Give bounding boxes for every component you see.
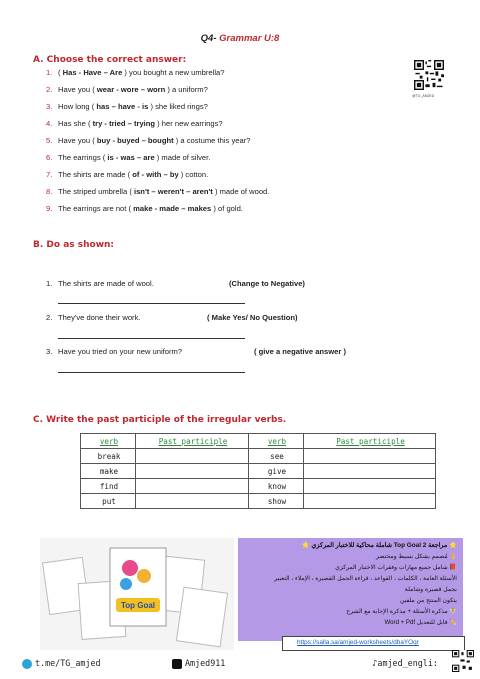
question-a4: 4. Has she ( try - tried – trying ) her new earrings?: [46, 119, 223, 128]
question-a2: 2. Have you ( wear - wore – worn ) a uniform?: [46, 85, 208, 94]
question-a5: 5. Have you ( buy - buyed – bought ) a costume this year?: [46, 136, 251, 145]
question-a3: 3. How long ( has – have - is ) she liked rings?: [46, 102, 208, 111]
ad-line-5: بجمل قصيرة وشاملة: [404, 586, 457, 593]
ad-line-6: يتكون المنتج من ملفين: [399, 597, 457, 604]
title-sub: Grammar U:8: [219, 33, 280, 44]
verb-cell: show: [249, 494, 304, 509]
header-verb-1: verb: [81, 434, 136, 449]
ad-line-2: 👌 مُصمم بشكل بسيط ومختصر: [376, 553, 457, 560]
qr-code-top: [414, 60, 444, 90]
verb-cell: know: [249, 479, 304, 494]
verb-cell: give: [249, 464, 304, 479]
verb-cell: see: [249, 449, 304, 464]
answer-line-b2[interactable]: [58, 338, 245, 339]
answer-cell[interactable]: [136, 479, 249, 494]
question-b1: 1. The shirts are made of wool.: [46, 279, 154, 288]
qr-code-bottom: [452, 650, 474, 672]
question-a1: 1. ( Has - Have – Are ) you bought a new umbrella?: [46, 68, 225, 77]
collage-logo-text: Top Goal: [120, 601, 156, 610]
footer-x[interactable]: [172, 658, 225, 669]
section-a-heading: A. Choose the correct answer:: [33, 55, 187, 65]
answer-cell[interactable]: [304, 464, 436, 479]
title-main: Q4-: [200, 33, 220, 44]
answer-cell[interactable]: [304, 449, 436, 464]
table-row: [81, 494, 436, 509]
question-a8: 8. The striped umbrella ( isn't – weren't – aren't ) made of wood.: [46, 187, 270, 196]
advertisement-box: [238, 538, 463, 641]
tiktok-handle: amjed_engli:: [377, 658, 438, 668]
ad-line-1: ⭐ مراجعة Top Goal 2 شاملة محاكية للاختبار المركزي ⭐: [301, 542, 457, 549]
question-a9: 9. The earrings are not ( make - made – makes ) of gold.: [46, 204, 243, 213]
verb-cell: find: [81, 479, 136, 494]
question-b3: 3. Have you tried on your new uniform?: [46, 347, 183, 356]
answer-line-b3[interactable]: [58, 372, 245, 373]
answer-cell[interactable]: [304, 479, 436, 494]
footer-tiktok[interactable]: [372, 658, 438, 669]
header-participle-2: Past participle: [304, 434, 436, 449]
collage-graphic: [40, 538, 234, 650]
answer-cell[interactable]: [136, 449, 249, 464]
store-url-link[interactable]: https://salla.sa/amjed-worksheets/dbaYOqr: [297, 639, 419, 646]
telegram-handle: t.me/TG_amjed: [35, 658, 101, 668]
table-row: [81, 464, 436, 479]
section-b-heading: B. Do as shown:: [33, 240, 115, 250]
table-header-row: [81, 434, 436, 449]
section-c-heading: C. Write the past participle of the irregular verbs.: [33, 415, 287, 425]
question-b3-instruction: ( give a negative answer ): [254, 347, 347, 356]
product-collage-image: [40, 538, 234, 650]
x-icon: [172, 659, 182, 669]
store-url-box[interactable]: [282, 636, 465, 651]
verb-cell: put: [81, 494, 136, 509]
qr-caption: @TG_AMJED: [412, 94, 435, 98]
table-row: [81, 449, 436, 464]
tiktok-icon: ♪: [372, 659, 378, 669]
question-b2: 2. They've done their work.: [46, 313, 141, 322]
ad-line-8: ✏️ قابل للتعديل Word + Pdf: [384, 619, 457, 626]
answer-cell[interactable]: [136, 464, 249, 479]
table-row: [81, 479, 436, 494]
verbs-table: [80, 433, 436, 509]
header-verb-2: verb: [249, 434, 304, 449]
telegram-icon: [22, 659, 32, 669]
footer-telegram[interactable]: [22, 658, 101, 669]
header-participle-1: Past participle: [136, 434, 249, 449]
question-a7: 7. The shirts are made ( of - with – by ) cotton.: [46, 170, 209, 179]
question-b2-instruction: ( Make Yes/ No Question): [207, 313, 298, 322]
ad-line-4: الأسئلة العامة ، الكلمات ، القواعد ، قراءة الجمل القصيرة ، الإملاء ، التعبير: [274, 575, 457, 582]
x-handle: Amjed911: [185, 658, 226, 668]
verb-cell: make: [81, 464, 136, 479]
question-b1-instruction: (Change to Negative): [229, 279, 305, 288]
question-a6: 6. The earrings ( is - was – are ) made of silver.: [46, 153, 211, 162]
answer-cell[interactable]: [136, 494, 249, 509]
verb-cell: break: [81, 449, 136, 464]
answer-line-b1[interactable]: [58, 303, 245, 304]
ad-line-7: 🧚 مذكرة الأسئلة + مذكرة الإجابة مع الشرح: [346, 608, 457, 615]
ad-line-3: 📕 شامل جميع مهارات وفقرات الاختبار المركزي: [335, 564, 457, 571]
answer-cell[interactable]: [304, 494, 436, 509]
worksheet-title: [0, 33, 480, 44]
